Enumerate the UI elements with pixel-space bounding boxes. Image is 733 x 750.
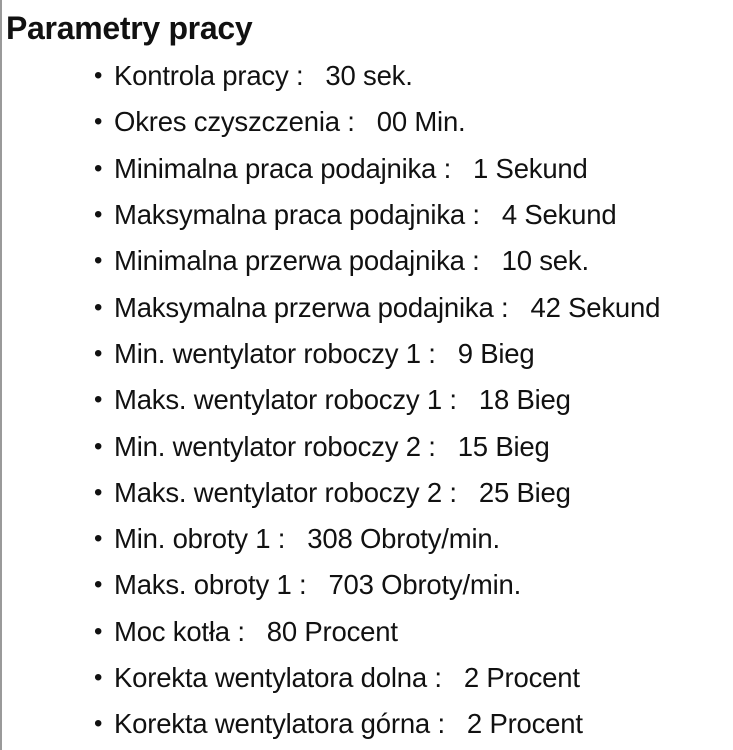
list-item-max-wentylator-2	[0, 470, 660, 516]
list-item-max-przerwa-podajnika	[0, 284, 660, 330]
param-label: Kontrola pracy :	[114, 60, 304, 92]
param-label: Min. obroty 1 :	[114, 523, 286, 555]
param-value: 10 sek.	[501, 245, 589, 277]
bullet-icon: •	[94, 154, 103, 182]
list-item-max-obroty-1	[0, 562, 660, 608]
list-item-max-wentylator-1	[0, 377, 660, 423]
list-item-min-wentylator-1	[0, 331, 660, 377]
list-item-korekta-dolna	[0, 655, 660, 701]
param-value: 25 Bieg	[478, 476, 571, 508]
bullet-icon: •	[94, 617, 103, 645]
list-item-moc-kotla	[0, 609, 660, 655]
param-value: 2 Procent	[466, 708, 583, 740]
bullet-icon: •	[94, 108, 103, 136]
param-label: Minimalna praca podajnika :	[114, 152, 452, 184]
list-item-okres-czyszczenia	[0, 99, 660, 145]
bullet-icon: •	[94, 247, 103, 275]
bullet-icon: •	[94, 478, 103, 506]
bullet-icon: •	[94, 386, 103, 414]
param-label: Min. wentylator roboczy 2 :	[114, 430, 436, 462]
param-value: 80 Procent	[266, 615, 398, 647]
param-label: Moc kotła :	[114, 615, 245, 647]
parameter-list	[0, 53, 660, 747]
param-label: Maks. wentylator roboczy 2 :	[114, 476, 457, 508]
param-label: Maksymalna praca podajnika :	[114, 199, 480, 231]
bullet-icon: •	[94, 432, 103, 460]
bullet-icon: •	[94, 710, 103, 738]
list-item-kontrola-pracy	[0, 53, 660, 99]
bullet-icon: •	[94, 62, 103, 90]
param-label: Okres czyszczenia :	[114, 106, 355, 138]
bullet-icon: •	[94, 525, 103, 553]
param-value: 15 Bieg	[457, 430, 550, 462]
param-label: Korekta wentylatora górna :	[114, 708, 445, 740]
list-item-min-praca-podajnika	[0, 146, 660, 192]
param-value: 308 Obroty/min.	[307, 523, 500, 555]
param-value: 18 Bieg	[478, 384, 571, 416]
param-value: 30 sek.	[325, 60, 413, 92]
bullet-icon: •	[94, 571, 103, 599]
param-value: 4 Sekund	[501, 199, 617, 231]
param-value: 9 Bieg	[457, 337, 535, 369]
list-item-korekta-gorna	[0, 701, 660, 747]
list-item-min-obroty-1	[0, 516, 660, 562]
list-item-max-praca-podajnika	[0, 192, 660, 238]
bullet-icon: •	[94, 293, 103, 321]
bullet-icon: •	[94, 664, 103, 691]
bullet-icon: •	[94, 201, 103, 229]
param-label: Maksymalna przerwa podajnika :	[114, 291, 509, 323]
param-value: 703 Obroty/min.	[328, 569, 522, 601]
param-label: Minimalna przerwa podajnika :	[114, 245, 480, 277]
param-value: 2 Procent	[463, 662, 580, 693]
list-item-min-przerwa-podajnika	[0, 238, 660, 284]
param-label: Min. wentylator roboczy 1 :	[114, 337, 436, 369]
page-title: Parametry pracy	[6, 10, 253, 46]
param-value: 00 Min.	[376, 106, 466, 138]
param-value: 42 Sekund	[530, 291, 661, 323]
param-label: Maks. wentylator roboczy 1 :	[114, 384, 457, 416]
param-value: 1 Sekund	[473, 152, 588, 184]
param-label: Korekta wentylatora dolna :	[114, 662, 442, 693]
param-label: Maks. obroty 1 :	[114, 569, 307, 601]
bullet-icon: •	[94, 339, 103, 367]
list-item-min-wentylator-2	[0, 423, 660, 469]
